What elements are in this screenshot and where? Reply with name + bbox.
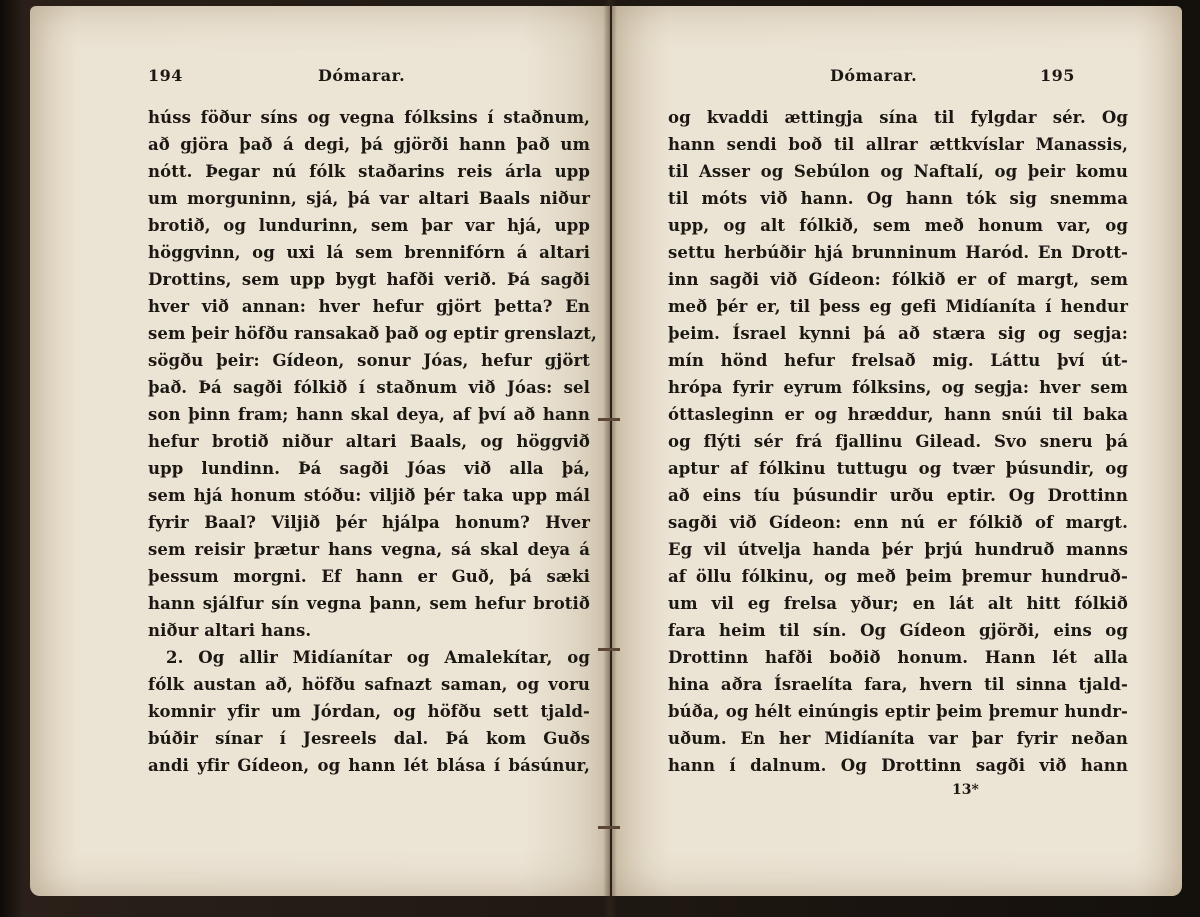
text-line: son þinn fram; hann skal deya, af því að hann (148, 405, 590, 424)
text-line: búða, og hélt einúngis eptir þeim þremur hundr- (668, 702, 1128, 721)
text-line: Drottinn hafði boðið honum. Hann lét alla (668, 648, 1128, 667)
text-line: brotið, og lundurinn, sem þar var hjá, upp (148, 216, 590, 235)
binding-stitch (598, 648, 620, 651)
text-line: með þér er, til þess eg gefi Midíaníta í hendur (668, 297, 1128, 316)
text-line: komnir yfir um Jórdan, og höfðu sett tjald- (148, 702, 590, 721)
text-line: mín hönd hefur frelsað mig. Láttu því út- (668, 351, 1128, 370)
binding-stitch (598, 418, 620, 421)
text-line: 2. Og allir Midíanítar og Amalekítar, og (166, 648, 590, 667)
text-line: upp lundinn. Þá sagði Jóas við alla þá, (148, 459, 590, 478)
text-line: um vil eg frelsa yður; en lát alt hitt fólkið (668, 594, 1128, 613)
text-line: sem þeir höfðu ransakað það og eptir grenslazt, (148, 324, 597, 343)
page-number-right: 195 (1040, 66, 1075, 85)
text-line: hrópa fyrir eyrum fólksins, og segja: hver sem (668, 378, 1128, 397)
text-line: Eg vil útvelja handa þér þrjú hundruð manns (668, 540, 1128, 559)
text-line: höggvinn, og uxi lá sem brennifórn á altari (148, 243, 590, 262)
text-line: fólk austan að, höfðu safnazt saman, og voru (148, 675, 590, 694)
right-text-block (668, 104, 1128, 779)
left-text-block (148, 104, 597, 779)
text-line: upp, og alt fólkið, sem með honum var, og (668, 216, 1128, 235)
text-line: til Asser og Sebúlon og Naftalí, og þeir komu (668, 162, 1128, 181)
text-line: inn sagði við Gídeon: fólkið er of margt, sem (668, 270, 1128, 289)
text-line: fyrir Baal? Viljið þér hjálpa honum? Hver (148, 513, 590, 532)
text-line: og kvaddi ættingja sína til fylgdar sér. Og (668, 108, 1128, 127)
text-line: hann sjálfur sín vegna þann, sem hefur brotið (148, 594, 590, 613)
text-line: af öllu fólkinu, og með þeim þremur hundruð- (668, 567, 1128, 586)
text-line: óttasleginn er og hræddur, hann snúi til baka (668, 405, 1128, 424)
text-line: um morguninn, sjá, þá var altari Baals niður (148, 189, 590, 208)
text-line: og flýti sér frá fjallinu Gilead. Svo sneru þá (668, 432, 1128, 451)
text-line: settu herbúðir hjá brunninum Haród. En Drott- (668, 243, 1128, 262)
running-head-right: Dómarar. (830, 66, 918, 85)
text-line: niður altari hans. (148, 621, 312, 640)
text-line: uðum. En her Midíaníta var þar fyrir neðan (668, 729, 1128, 748)
book-gutter (603, 0, 617, 917)
text-line: búðir sínar í Jesreels dal. Þá kom Guðs (148, 729, 590, 748)
text-line: sem reisir þrætur hans vegna, sá skal deya á (148, 540, 590, 559)
signature-mark: 13* (952, 782, 979, 798)
binding-stitch (598, 826, 620, 829)
text-line: andi yfir Gídeon, og hann lét blása í básúnur, (148, 756, 590, 775)
text-line: til móts við hann. Og hann tók sig snemma (668, 189, 1128, 208)
text-line: að eins tíu þúsundir urðu eptir. Og Drottinn (668, 486, 1128, 505)
text-line: sagði við Gídeon: enn nú er fólkið of margt. (668, 513, 1128, 532)
text-line: sem hjá honum stóðu: viljið þér taka upp mál (148, 486, 590, 505)
right-page (612, 6, 1182, 896)
text-line: hina aðra Ísraelíta fara, hvern til sinna tjald- (668, 675, 1128, 694)
text-line: það. Þá sagði fólkið í staðnum við Jóas: sel (148, 378, 590, 397)
text-line: þeim. Ísrael kynni þá að stæra sig og segja: (668, 324, 1128, 343)
text-line: hefur brotið niður altari Baals, og höggvið (148, 432, 590, 451)
running-head-left: Dómarar. (318, 66, 406, 85)
text-line: húss föður síns og vegna fólksins í staðnum, (148, 108, 590, 127)
text-line: þessum morgni. Ef hann er Guð, þá sæki (148, 567, 590, 586)
text-line: aptur af fólkinu tuttugu og tvær þúsundir, og (668, 459, 1128, 478)
text-line: að gjöra það á degi, þá gjörði hann það um (148, 135, 590, 154)
text-line: nótt. Þegar nú fólk staðarins reis árla upp (148, 162, 590, 181)
text-line: hann sendi boð til allrar ættkvíslar Manassis, (668, 135, 1128, 154)
text-line: fara heim til sín. Og Gídeon gjörði, eins og (668, 621, 1128, 640)
text-line: Drottins, sem upp bygt hafði verið. Þá sagði (148, 270, 590, 289)
page-number-left: 194 (148, 66, 183, 85)
left-page (30, 6, 610, 896)
text-line: hann í dalnum. Og Drottinn sagði við hann (668, 756, 1128, 775)
text-line: hver við annan: hver hefur gjört þetta? En (148, 297, 590, 316)
text-line: sögðu þeir: Gídeon, sonur Jóas, hefur gjört (148, 351, 590, 370)
